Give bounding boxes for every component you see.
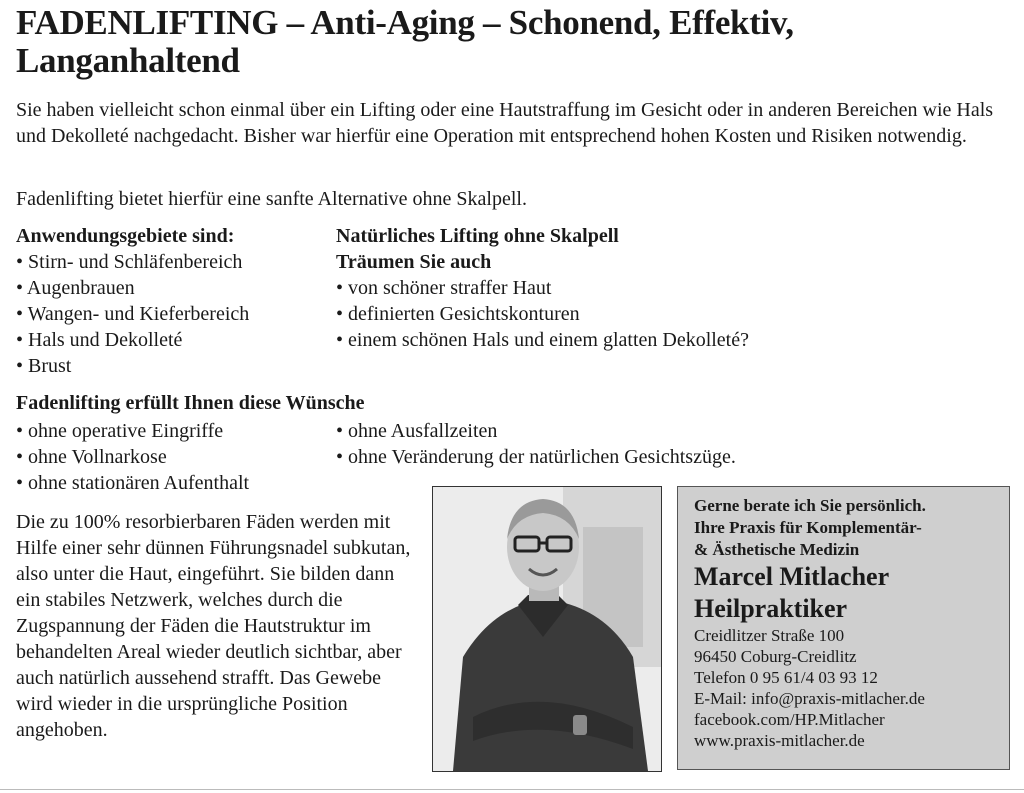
practice-line-2: & Ästhetische Medizin (694, 540, 860, 559)
list-item: • ohne Ausfallzeiten (336, 418, 996, 444)
list-item: • von schöner straffer Haut (336, 275, 996, 301)
practitioner-name: Marcel Mitlacher (694, 562, 890, 591)
wishes-heading: Fadenlifting erfüllt Ihnen diese Wünsche (16, 392, 365, 414)
phone-number: Telefon 0 95 61/4 03 93 12 (694, 668, 878, 687)
applications-heading: Anwendungsgebiete sind: (16, 225, 235, 247)
website-link[interactable]: www.praxis-mitlacher.de (694, 731, 865, 750)
portrait-illustration (433, 487, 661, 771)
list-item: • ohne Veränderung der natürlichen Gesichtszüge. (336, 444, 996, 470)
applications-list (16, 249, 316, 379)
contact-box (677, 486, 1010, 770)
practice-line-1: Ihre Praxis für Komplementär- (694, 518, 922, 537)
dream-heading: Träumen Sie auch (336, 251, 492, 273)
portrait-photo (432, 486, 662, 772)
list-item: • Augenbrauen (16, 275, 316, 301)
facebook-link[interactable]: facebook.com/HP.Mitlacher (694, 710, 885, 729)
practitioner-title: Heilpraktiker (694, 594, 848, 623)
list-item: • ohne Vollnarkose (16, 444, 336, 470)
intro-paragraph: Sie haben vielleicht schon einmal über ein Lifting oder eine Hautstraffung im Gesicht oder in anderen Bereichen wie Hals und Dekolleté nachgedacht. Bisher war hierfür eine Operation mit entsprechend hohen Kosten und Risiken notwendig. (16, 99, 994, 147)
wishes-list-right (336, 418, 996, 470)
list-item: • definierten Gesichtskonturen (336, 301, 996, 327)
list-item: • Wangen- und Kieferbereich (16, 301, 316, 327)
list-item: • ohne operative Eingriffe (16, 418, 336, 444)
list-item: • ohne stationären Aufenthalt (16, 470, 336, 496)
list-item: • Hals und Dekolleté (16, 327, 316, 353)
intro-paragraph-2: Fadenlifting bietet hierfür eine sanfte Alternative ohne Skalpell. (16, 188, 527, 210)
street-address: Creidlitzer Straße 100 (694, 626, 845, 645)
wishes-list-left (16, 418, 336, 496)
list-item: • einem schönen Hals und einem glatten Dekolleté? (336, 327, 996, 353)
city-address: 96450 Coburg-Creidlitz (694, 647, 857, 666)
email-address[interactable]: E-Mail: info@praxis-mitlacher.de (694, 689, 925, 708)
dream-list (336, 275, 996, 353)
advice-text: Gerne berate ich Sie persönlich. (694, 496, 926, 515)
list-item: • Stirn- und Schläfenbereich (16, 249, 316, 275)
headline: FADENLIFTING – Anti-Aging – Schonend, Effektiv, Langanhaltend (16, 3, 794, 80)
bottom-divider (0, 789, 1024, 790)
natural-heading: Natürliches Lifting ohne Skalpell (336, 225, 619, 247)
applications-section (16, 223, 316, 379)
list-item: • Brust (16, 353, 316, 379)
natural-lifting-section (336, 223, 996, 353)
body-paragraph: Die zu 100% resorbierbaren Fäden werden mit Hilfe einer sehr dünnen Führungsnadel subkutan, also unter die Haut, eingeführt. Sie bilden dann ein stabiles Netzwerk, welches durch die Zugspannung der Fäden die Hautstruktur im behandelten Areal wieder deutlich sichtbar, aber auch natürlich aussehend strafft. Das Gewebe wird wieder in die ursprüngliche Position angehoben. (16, 511, 411, 741)
